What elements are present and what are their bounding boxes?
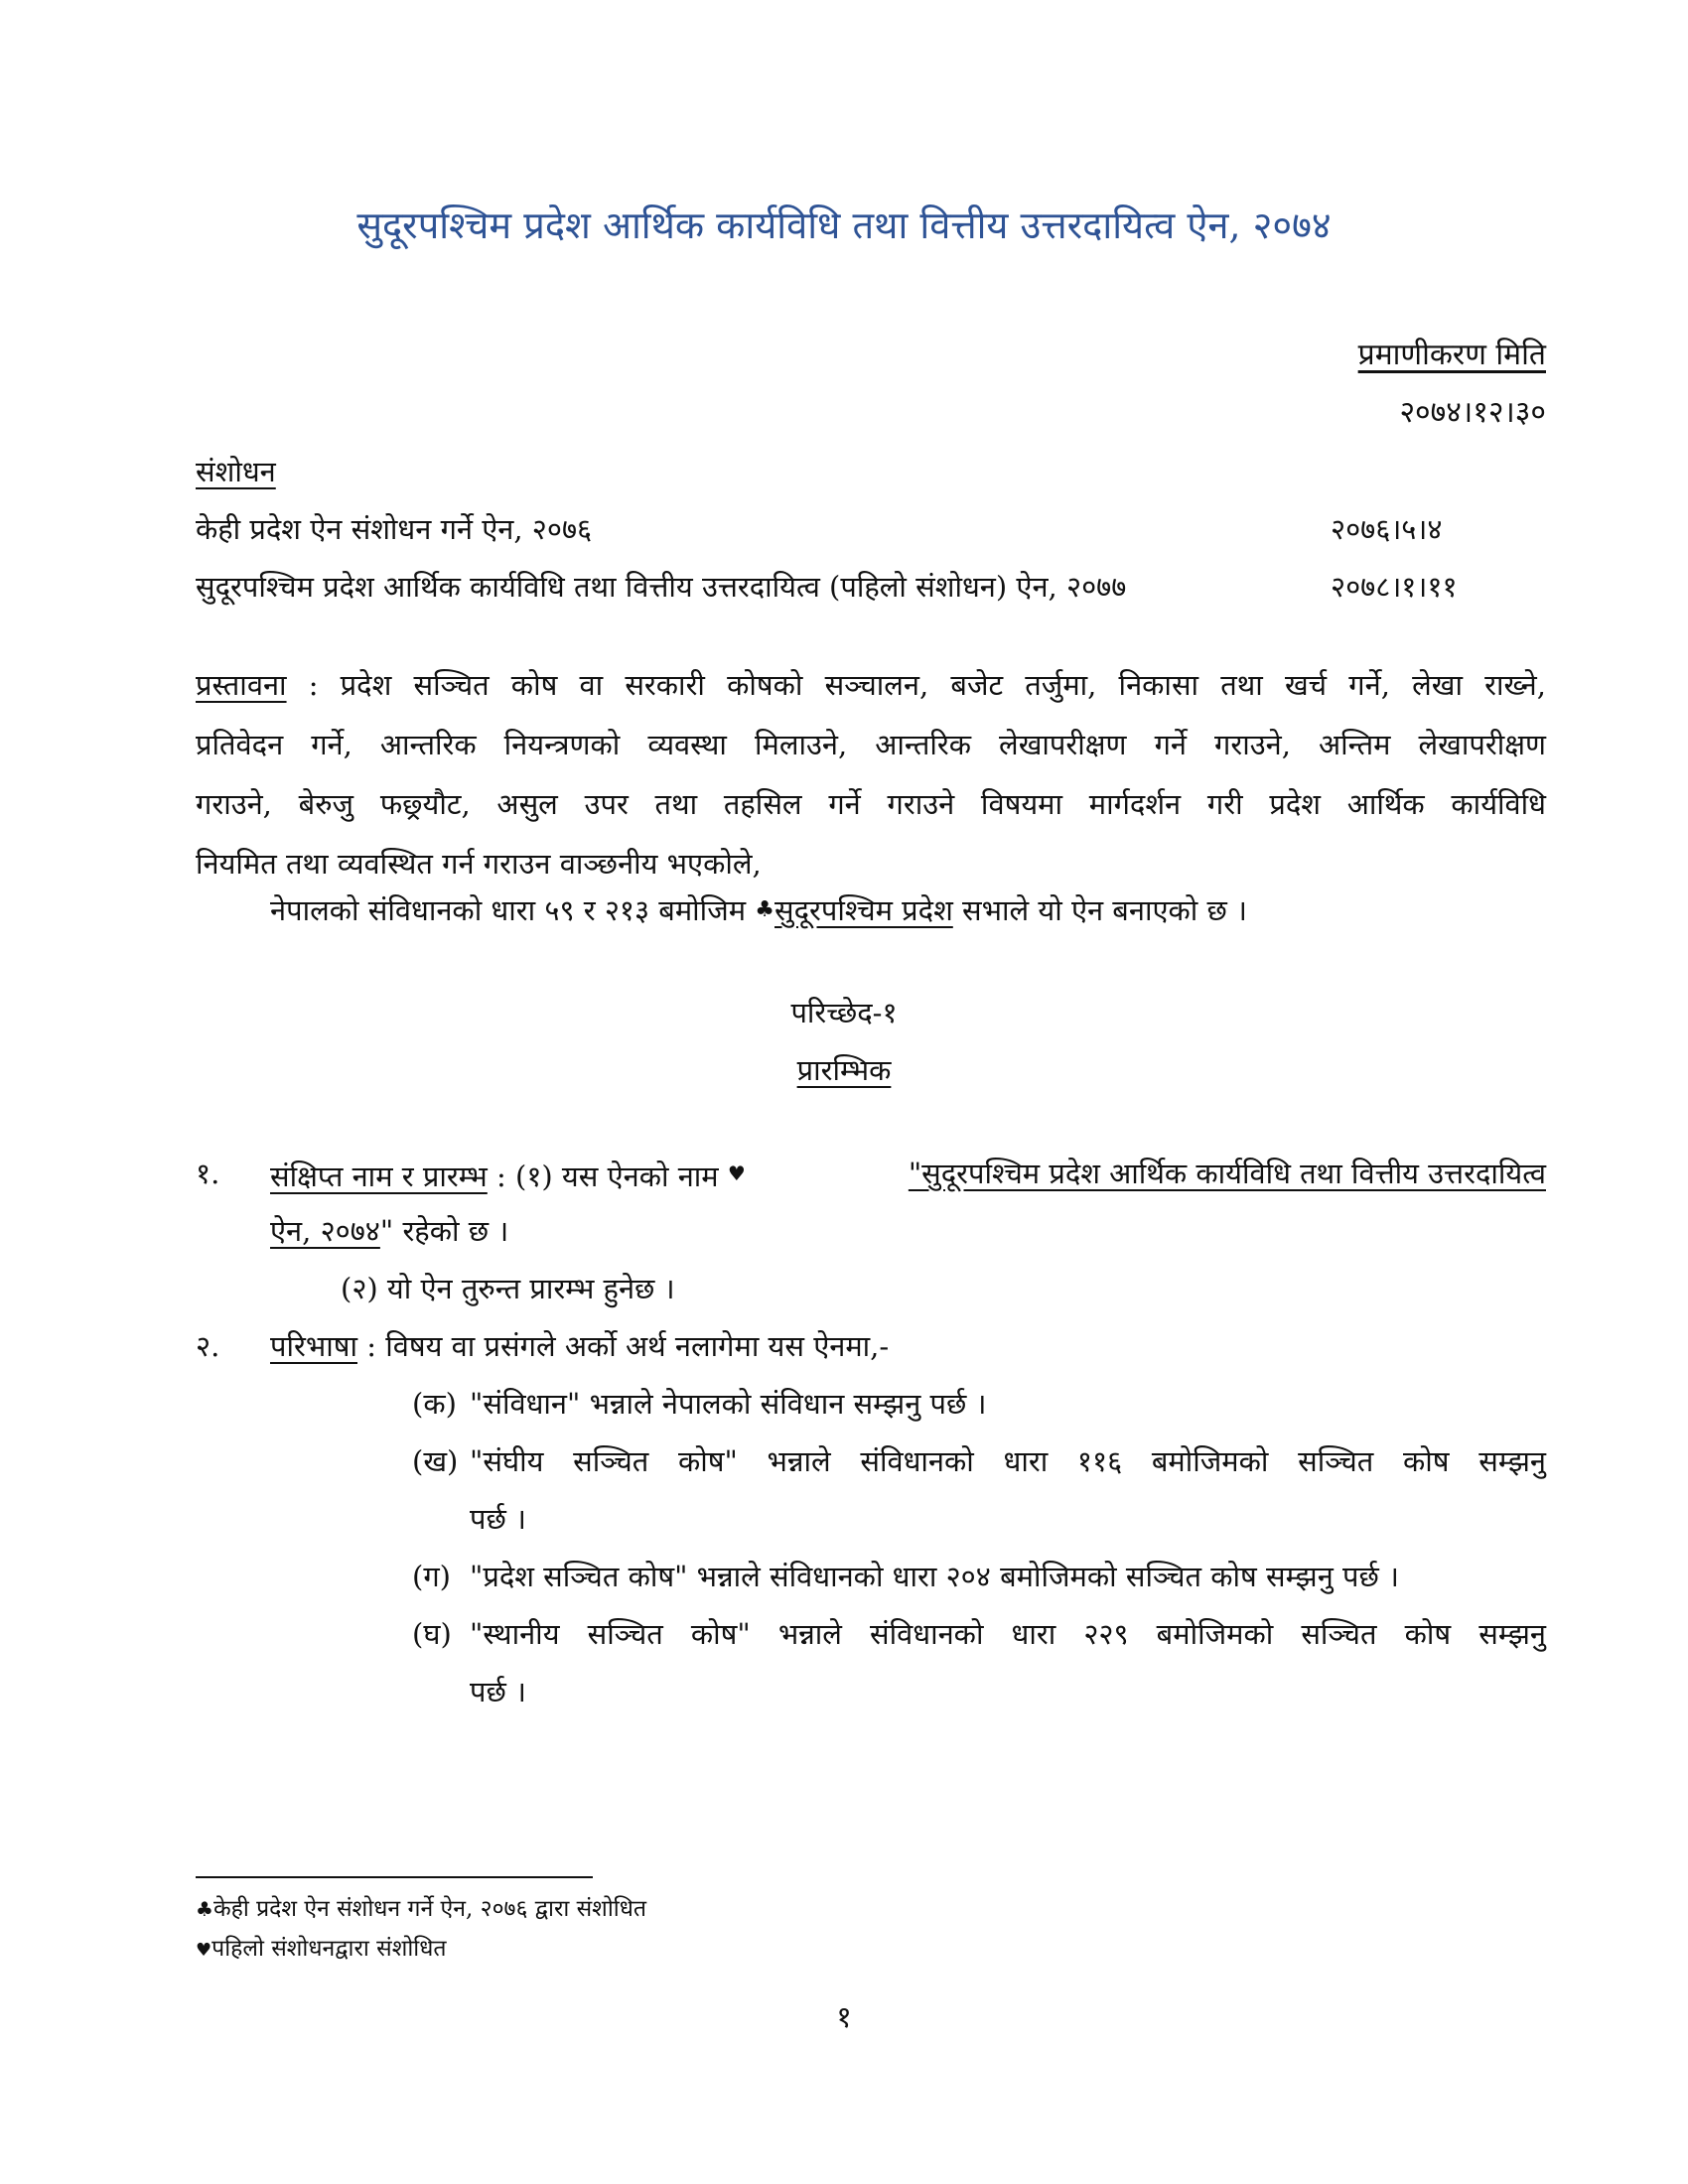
section-1-heading: संक्षिप्त नाम र प्रारम्भ — [270, 1160, 488, 1193]
def-gha-label: (घ) — [412, 1617, 452, 1651]
amendment-date-1: २०७६।५।४ — [1331, 512, 1443, 546]
enactment-clause: नेपालको संविधानको धारा ५९ र २१३ बमोजिम ♣सुदूरपश्चिम प्रदेश सभाले यो ऐन बनाएको छ । — [270, 893, 1248, 927]
def-gha-line-1: "स्थानीय सञ्चित कोष" भन्नाले संविधानको धारा २२९ बमोजिमको सञ्चित कोष सम्झनु — [470, 1617, 1546, 1651]
amendments-heading: संशोधन — [196, 455, 276, 488]
certification-label: प्रमाणीकरण मिति — [1357, 338, 1546, 372]
footnote-2: ♥पहिलो संशोधनद्वारा संशोधित — [196, 1936, 447, 1962]
def-gha-line-2: पर्छ । — [470, 1675, 527, 1708]
section-1-sub-2: (२) यो ऐन तुरुन्त प्रारम्भ हुनेछ । — [341, 1272, 675, 1305]
def-kha-line-1: "संघीय सञ्चित कोष" भन्नाले संविधानको धारा ११६ बमोजिमको सञ्चित कोष सम्झनु — [470, 1444, 1546, 1478]
def-ka-label: (क) — [412, 1387, 457, 1421]
preamble-label: प्रस्तावना — [196, 668, 287, 702]
chapter-number: परिच्छेद-१ — [790, 996, 898, 1029]
section-1-start: संक्षिप्त नाम र प्रारम्भ : (१) यस ऐनको नाम ♥ — [270, 1160, 746, 1193]
chapter-name-wrap — [0, 1050, 1688, 1089]
section-1-line-1 — [270, 1154, 1546, 1196]
enactment-province: सुदूरपश्चिम प्रदेश — [774, 893, 953, 927]
club-mark-icon: ♣ — [196, 1897, 213, 1921]
section-2-heading: परिभाषा — [270, 1329, 358, 1363]
def-kha-line-2: पर्छ । — [470, 1502, 527, 1536]
heart-mark-icon: ♥ — [727, 1161, 746, 1185]
page-number: १ — [836, 2000, 852, 2035]
preamble-line-3: गराउने, बेरुजु फछ्र्यौट, असुल उपर तथा तहसिल गर्ने गराउने विषयमा मार्गदर्शन गरी प्रदेश आर्थिक कार्यविधि — [196, 787, 1546, 821]
preamble-line-1: प्रस्तावना : प्रदेश सञ्चित कोष वा सरकारी कोषको सञ्चालन, बजेट तर्जुमा, निकासा तथा खर्च गर्ने, लेखा राख्ने, — [196, 668, 1546, 702]
def-kha-label: (ख) — [412, 1444, 459, 1478]
certification-date: २०७४।१२।३० — [1399, 395, 1546, 430]
def-ga-label: (ग) — [412, 1560, 451, 1593]
section-1-number: १. — [196, 1157, 220, 1190]
club-mark-icon: ♣ — [755, 897, 775, 922]
footnote-divider — [196, 1876, 593, 1878]
document-title: सुदूरपश्चिम प्रदेश आर्थिक कार्यविधि तथा वित्तीय उत्तरदायित्व ऐन, २०७४ — [356, 204, 1332, 247]
def-ga-text: "प्रदेश सञ्चित कोष" भन्नाले संविधानको धारा २०४ बमोजिमको सञ्चित कोष सम्झनु पर्छ । — [470, 1560, 1400, 1593]
section-2-number: २. — [196, 1329, 220, 1363]
footnote-1: ♣केही प्रदेश ऐन संशोधन गर्ने ऐन, २०७६ द्वारा संशोधित — [196, 1896, 646, 1922]
chapter-name: प्रारम्भिक — [796, 1053, 892, 1087]
section-1-act-name: "सुदूरपश्चिम प्रदेश आर्थिक कार्यविधि तथा वित्तीय उत्तरदायित्व — [908, 1157, 1546, 1190]
preamble-line-4: नियमित तथा व्यवस्थित गर्न गराउन वाञ्छनीय भएकोले, — [196, 847, 762, 881]
preamble — [196, 655, 1546, 893]
section-2-intro: परिभाषा : विषय वा प्रसंगले अर्को अर्थ नलागेमा यस ऐनमा,- — [270, 1329, 890, 1363]
amendment-name-2: सुदूरपश्चिम प्रदेश आर्थिक कार्यविधि तथा वित्तीय उत्तरदायित्व (पहिलो संशोधन) ऐन, २०७७ — [196, 570, 1127, 604]
def-ka-text: "संविधान" भन्नाले नेपालको संविधान सम्झनु पर्छ । — [470, 1387, 987, 1421]
section-1-act-name-end: ऐन, २०७४ — [270, 1214, 380, 1248]
amendment-name-1: केही प्रदेश ऐन संशोधन गर्ने ऐन, २०७६ — [196, 512, 593, 546]
preamble-line-2: प्रतिवेदन गर्ने, आन्तरिक नियन्त्रणको व्यवस्था मिलाउने, आन्तरिक लेखापरीक्षण गर्ने गराउने, अन्तिम लेखापरीक्षण — [196, 728, 1546, 761]
heart-mark-icon: ♥ — [196, 1940, 212, 1961]
amendment-date-2: २०७८।१।११ — [1331, 570, 1458, 604]
section-1-line-2: ऐन, २०७४" रहेको छ । — [270, 1214, 509, 1248]
